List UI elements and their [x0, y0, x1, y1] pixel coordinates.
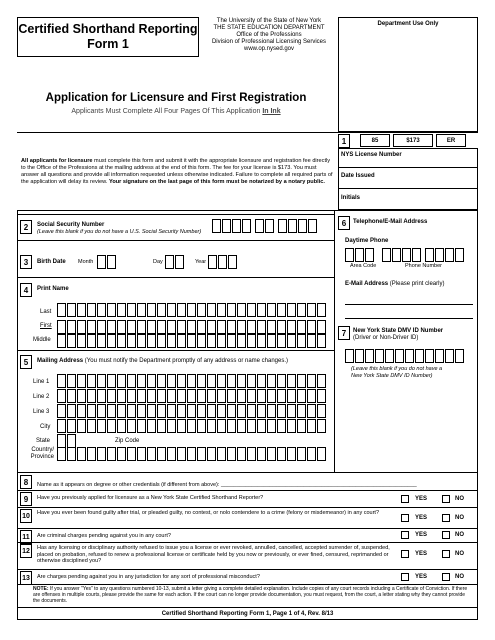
- section-2-number: 2: [20, 220, 32, 234]
- er-box: ER: [436, 134, 466, 147]
- question-9-text: Have you previously applied for licensure as a New York State Certified Shorthand Reporter?: [37, 495, 264, 501]
- year-label: Year: [195, 259, 207, 265]
- state-label: State: [36, 438, 51, 444]
- profession-code: 85: [360, 134, 390, 147]
- day-label: Day: [153, 259, 163, 265]
- question-11-text: Are criminal charges pending against you in any court?: [37, 533, 171, 539]
- q11-yes-label: YES: [415, 532, 428, 538]
- print-name-label: Print Name: [37, 286, 69, 292]
- address-line3-label: Line 3: [33, 409, 50, 415]
- form-title: Certified Shorthand Reporting Form 1: [18, 22, 198, 51]
- q9-yes-label: YES: [415, 496, 428, 502]
- middle-name-input[interactable]: [57, 334, 327, 348]
- intro-paragraph: All applicants for licensure must complete this form and submit it with the appropriate licensure and registration fee directly to the Office of the Professions at the mailing address at the end of this form. The fee for your license is $173. You must answer all questions and provide all information requested unless otherwise indicated. Failure to complete all required parts of the application will delay its review. Your signature on the last page of this form must be notarized by a notary public.: [21, 158, 333, 185]
- ssn-label: Social Security Number: [37, 222, 105, 228]
- q12-yes-label: YES: [415, 551, 428, 557]
- q12-no-label: NO: [455, 551, 464, 557]
- country-label: Country/ Province: [30, 447, 54, 460]
- q11-no-checkbox[interactable]: [442, 531, 450, 539]
- page-footer: Certified Shorthand Reporting Form 1, Page 1 of 4, Rev. 8/13: [161, 611, 334, 617]
- phone-number-input[interactable]: [382, 248, 465, 262]
- note-paragraph: NOTE: If you answer "Yes" to any questions numbered 10-13, submit a letter giving a complete detailed explanation. Include copies of any court records including a Certificate of Conviction. If there are offenses in multiple courts, please provide the same for each action. If the court can no longer provide documentation, you must request, from the court, a letter stating why they cannot provide the documents.: [33, 586, 468, 605]
- birth-month-input[interactable]: [97, 255, 117, 269]
- q13-yes-label: YES: [415, 574, 428, 580]
- address-line2-input[interactable]: [57, 389, 327, 403]
- question-10-number: 10: [20, 509, 32, 523]
- address-line2-label: Line 2: [33, 394, 50, 400]
- section-4-number: 4: [20, 283, 32, 297]
- question-10-text: Have you ever been found guilty after trial, or pleaded guilty, no contest, or nolo contendere to a crime (felony or misdemeanor) in any court?: [37, 510, 380, 516]
- first-name-input[interactable]: [57, 320, 327, 334]
- city-input[interactable]: [57, 419, 327, 433]
- question-9-number: 9: [20, 492, 32, 506]
- main-title: Application for Licensure and First Registration: [45, 92, 307, 104]
- subtitle: Applicants Must Complete All Four Pages Of This Application In Ink: [71, 108, 281, 115]
- q10-no-checkbox[interactable]: [442, 514, 450, 522]
- question-13-number: 13: [20, 571, 32, 585]
- q10-no-label: NO: [455, 515, 464, 521]
- q10-yes-checkbox[interactable]: [401, 514, 409, 522]
- fee-box: $173: [393, 134, 433, 147]
- license-number-label: NYS License Number: [341, 152, 402, 158]
- question-12-text: Has any licensing or disciplinary authority refused to issue you a license or ever revoked, annulled, cancelled, accepted surrender of, suspended, placed on probation, refused to renew a professional license or certificate held by you now or previously, or ever fined, censured, reprimanded or otherwise disciplined you?: [37, 545, 390, 565]
- section-3-number: 3: [20, 255, 32, 269]
- question-13-text: Are charges pending against you in any jurisdiction for any sort of professional misconduct?: [37, 574, 260, 580]
- first-name-label: First: [40, 323, 52, 329]
- zip-input[interactable]: [57, 447, 327, 461]
- q10-yes-label: YES: [415, 515, 428, 521]
- department-use-label: Department Use Only: [377, 21, 439, 27]
- section-1-number: 1: [338, 134, 350, 148]
- mailing-address-label: Mailing Address (You must notify the Department promptly of any address or name changes.): [37, 358, 289, 364]
- middle-name-label: Middle: [33, 337, 51, 343]
- department-use-box: [338, 17, 478, 132]
- initials-label: Initials: [341, 195, 361, 201]
- dmv-note: (Leave this blank if you do not have a New York State DMV ID Number): [351, 366, 443, 379]
- daytime-phone-label: Daytime Phone: [345, 238, 389, 244]
- section-7-number: 7: [338, 326, 350, 340]
- email-label: E-Mail Address (Please print clearly): [345, 281, 445, 287]
- month-label: Month: [78, 259, 94, 265]
- q13-yes-checkbox[interactable]: [401, 573, 409, 581]
- q12-no-checkbox[interactable]: [442, 550, 450, 558]
- address-line1-label: Line 1: [33, 379, 50, 385]
- section-5-number: 5: [20, 355, 32, 369]
- state-input[interactable]: [57, 434, 77, 448]
- q9-no-checkbox[interactable]: [442, 495, 450, 503]
- ssn-input[interactable]: [212, 219, 318, 233]
- agency-address: The University of the State of New York THE STATE EDUCATION DEPARTMENT Office of the Professions Division of Professional Licensing Services www.op.nysed.gov: [211, 18, 327, 52]
- last-name-input[interactable]: [57, 303, 327, 317]
- address-line1-input[interactable]: [57, 374, 327, 388]
- question-12-number: 12: [20, 544, 32, 558]
- ssn-note: (Leave this blank if you do not have a U.S. Social Security Number): [37, 229, 202, 235]
- city-label: City: [40, 424, 51, 430]
- birth-day-input[interactable]: [165, 255, 185, 269]
- date-issued-label: Date Issued: [341, 173, 375, 179]
- telephone-email-label: Telephone/E-Mail Address: [353, 219, 428, 225]
- q13-no-label: NO: [455, 574, 464, 580]
- section-6-number: 6: [338, 216, 350, 230]
- q9-no-label: NO: [455, 496, 464, 502]
- dmv-id-input[interactable]: [345, 349, 465, 363]
- q13-no-checkbox[interactable]: [442, 573, 450, 581]
- q12-yes-checkbox[interactable]: [401, 550, 409, 558]
- q9-yes-checkbox[interactable]: [401, 495, 409, 503]
- address-line3-input[interactable]: [57, 404, 327, 418]
- question-11-number: 11: [20, 530, 32, 544]
- birth-year-input[interactable]: [208, 255, 238, 269]
- q11-no-label: NO: [455, 532, 464, 538]
- birth-date-label: Birth Date: [37, 259, 66, 265]
- degree-name-label: Name as it appears on degree or other credentials (if different from above): ________________________________________________________________: [37, 482, 417, 488]
- phone-number-label: Phone Number: [405, 263, 442, 269]
- area-code-label: Area Code: [350, 263, 377, 269]
- dmv-label: New York State DMV ID Number (Driver or Non-Driver ID): [353, 328, 444, 341]
- q11-yes-checkbox[interactable]: [401, 531, 409, 539]
- zip-label: Zip Code: [115, 438, 140, 444]
- section-8-number: 8: [20, 475, 32, 489]
- last-name-label: Last: [40, 309, 52, 315]
- area-code-input[interactable]: [345, 248, 375, 262]
